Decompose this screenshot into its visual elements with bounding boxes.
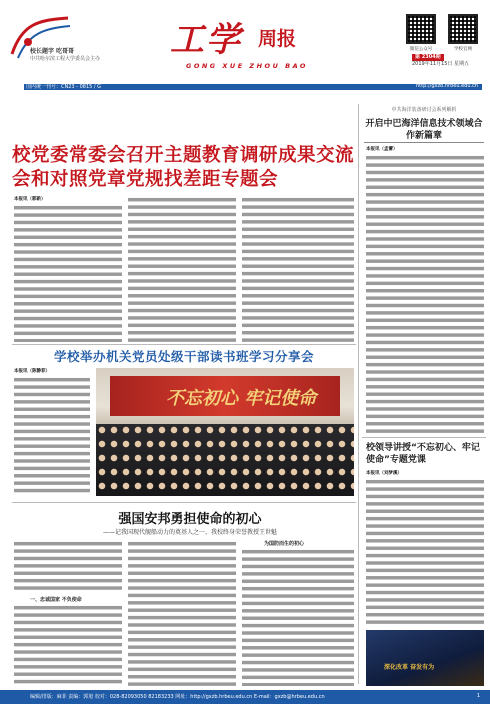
column-divider bbox=[358, 104, 359, 684]
sidebar-photo-caption: 深化改革 奋发有为 bbox=[384, 664, 435, 671]
issue-date: 2019年11月15日 星期五 bbox=[412, 61, 470, 67]
story2-byline bbox=[14, 368, 90, 375]
sidebar-headline-1: 开启中巴海洋信息技术领域合作新篇章 bbox=[365, 119, 483, 141]
story2-body bbox=[14, 376, 90, 494]
wechat-qr-label: 微信公众号 bbox=[409, 47, 433, 52]
photo-banner-text: 不忘初心 牢记使命 bbox=[166, 388, 317, 409]
masthead-publisher bbox=[30, 48, 160, 63]
footer-text: 编辑/排版：麻菲 责编：郭旭 校对：028-82093050 82183233 网址：http://gxzb.hrbeu.edu.cn E-mail：gxzb@hrbeu.edu.cn bbox=[30, 694, 325, 700]
site-url[interactable]: http://gxzb.hrbeu.edu.cn bbox=[416, 83, 478, 89]
story3-subtitle: ——记我国现代舰船动力的奠基人之一、我校终身荣誉教授王世魁 bbox=[102, 529, 277, 536]
story3-headline: 强国安邦勇担使命的初心 bbox=[118, 512, 262, 527]
story2-headline: 学校举办机关党员处级干部读书班学习分享会 bbox=[53, 349, 314, 364]
photo-stage-banner bbox=[110, 376, 340, 416]
sidebar-headline-2: 校领导讲授“不忘初心、牢记使命”专题党课 bbox=[366, 443, 480, 465]
lead-byline bbox=[14, 196, 124, 203]
page-number: 1 bbox=[476, 693, 480, 699]
story3-subhead-2: 为国防而生的初心 bbox=[264, 541, 305, 547]
sidebar-divider bbox=[362, 437, 486, 438]
sidebar-photo bbox=[366, 630, 484, 686]
publisher-line-2: 中共哈尔滨工程大学委员会主办 bbox=[30, 55, 101, 62]
masthead-title: 工学 bbox=[170, 20, 242, 60]
sidebar-byline-2-text: 本报讯（刘梦溪） bbox=[366, 471, 402, 476]
lead-byline-text: 本报讯（郭新） bbox=[14, 197, 46, 202]
sidebar-byline-1 bbox=[366, 146, 484, 153]
story3-body-column-3 bbox=[242, 548, 354, 686]
masthead-subtitle: 周报 bbox=[258, 28, 297, 50]
sidebar-rule bbox=[364, 142, 484, 143]
sidebar-section-label: 中共海洋装备研讨会系列解析 bbox=[391, 107, 457, 113]
story3-subhead-1: 一、忠诚国家 不负使命 bbox=[30, 597, 82, 603]
publisher-line-1: 校长题字 吃哥哥 bbox=[30, 48, 75, 55]
website-qr-code bbox=[448, 14, 478, 44]
lead-body-column-2 bbox=[128, 196, 236, 342]
masthead-pinyin: GONG XUE ZHOU BAO bbox=[186, 62, 308, 70]
sidebar-body-1 bbox=[366, 154, 484, 434]
story2-byline-text: 本报讯（陈静菲） bbox=[14, 369, 50, 374]
story2-group-photo bbox=[96, 368, 354, 496]
photo-crowd bbox=[96, 424, 354, 496]
lead-headline: 校党委常委会召开主题教育调研成果交流会和对照党章党规找差距专题会 bbox=[12, 145, 355, 190]
masthead bbox=[0, 0, 490, 96]
story3-body-column-1 bbox=[14, 604, 122, 686]
story3-body-column-2 bbox=[128, 540, 236, 686]
story2-top-divider bbox=[12, 344, 356, 345]
masthead-bar bbox=[24, 84, 482, 90]
story3-intro bbox=[14, 540, 122, 592]
footer-bar bbox=[0, 690, 490, 704]
story3-top-divider bbox=[12, 502, 356, 503]
sidebar-byline-2 bbox=[366, 470, 484, 477]
wechat-qr-code bbox=[406, 14, 436, 44]
website-qr-label: 学校官网 bbox=[454, 47, 472, 52]
lead-body-column-1 bbox=[14, 204, 122, 342]
issue-number: 第 2304期 bbox=[412, 54, 444, 61]
sidebar-body-2 bbox=[366, 478, 484, 626]
lead-body-column-3 bbox=[242, 196, 354, 342]
issue-info bbox=[412, 54, 482, 68]
sidebar-byline-1-text: 本报讯（孟蕾） bbox=[366, 147, 398, 152]
cn-number: 国内统一刊号：CN23 - 0815 / G bbox=[26, 84, 102, 90]
